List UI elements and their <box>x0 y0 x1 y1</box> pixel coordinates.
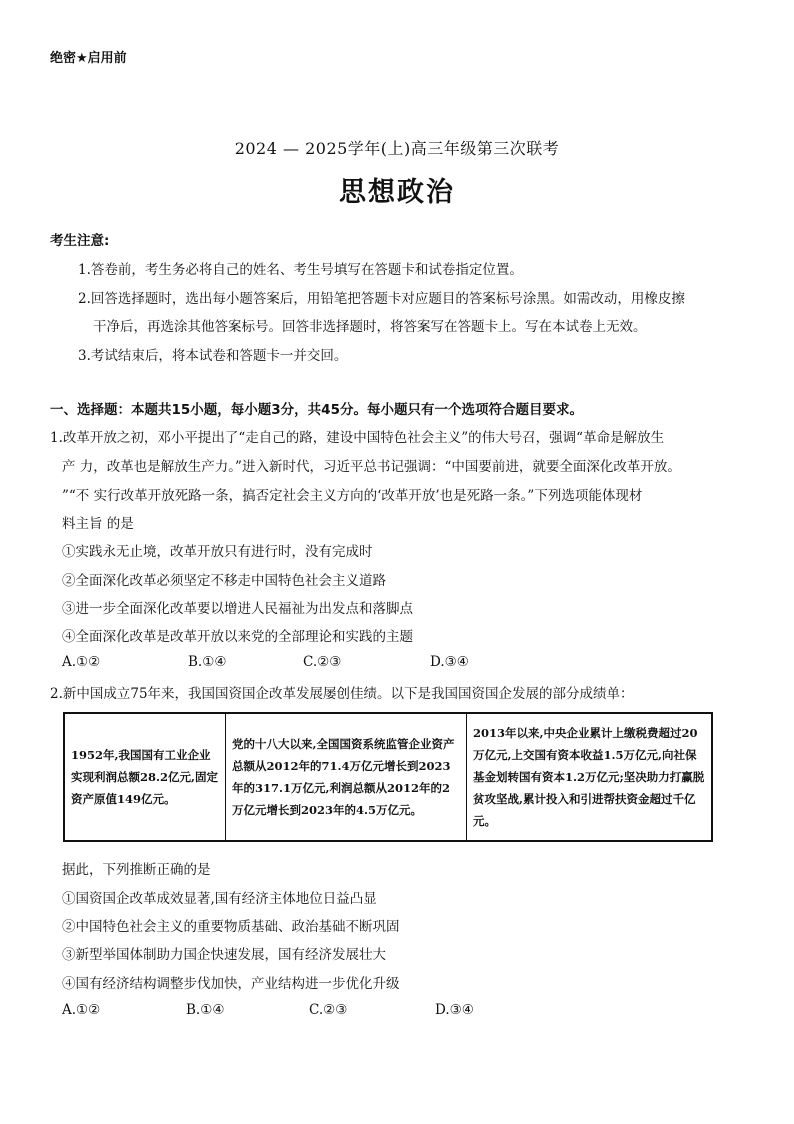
table-cell-since-2013: 2013年以来,中央企业累计上缴税费超过20万亿元,上交国有资本收益1.5万亿元,向社保基金划转国有资本1.2万亿元;坚决助力打赢脱贫攻坚战,累计投入和引进帮扶资金超过千亿元。 <box>467 713 713 841</box>
confidential-label: 绝密★启用前 <box>50 51 127 66</box>
q2-choice-c[interactable]: C.②③ <box>309 1002 348 1018</box>
notice-heading: 考生注意: <box>50 233 110 249</box>
notice-item-3: 3.考试结束后，将本试卷和答题卡一并交回。 <box>78 348 348 364</box>
table-row <box>64 713 712 841</box>
q1-option-3: ③进一步全面深化改革要以增进人民福祉为出发点和落脚点 <box>62 601 413 617</box>
q1-choice-d[interactable]: D.③④ <box>430 654 469 670</box>
table-cell-1952: 1952年,我国国有工业企业实现利润总额28.2亿元,固定资产原值149亿元。 <box>64 713 226 841</box>
notice-item-2-line-1: 2.回答选择题时，选出每小题答案后，用铅笔把答题卡对应题目的答案标号涂黑。如需改动，用橡皮擦 <box>78 291 685 307</box>
q2-option-3: ③新型举国体制助力国企快速发展，国有经济发展壮大 <box>62 947 386 963</box>
q2-prompt: 据此，下列推断正确的是 <box>62 862 211 878</box>
notice-item-2-line-2: 干净后，再选涂其他答案标号。回答非选择题时，将答案写在答题卡上。写在本试卷上无效。 <box>93 319 647 335</box>
q1-stem-line-4: 料主旨 的是 <box>62 516 134 532</box>
q1-choice-b[interactable]: B.①④ <box>188 654 227 670</box>
exam-title: 2024 — 2025学年(上)高三年级第三次联考 <box>234 139 560 158</box>
q1-option-1: ①实践永无止境，改革开放只有进行时，没有完成时 <box>62 544 373 560</box>
q1-stem-line-1: 1.改革开放之初，邓小平提出了“走自己的路，建设中国特色社会主义”的伟大号召，强调“革命是解放生 <box>50 430 665 446</box>
q2-option-4: ④国有经济结构调整步伐加快，产业结构进一步优化升级 <box>62 976 400 992</box>
q2-option-1: ①国资国企改革成效显著,国有经济主体地位日益凸显 <box>62 891 377 907</box>
q1-option-2: ②全面深化改革必须坚定不移走中国特色社会主义道路 <box>62 573 386 589</box>
q2-choice-d[interactable]: D.③④ <box>435 1002 474 1018</box>
q1-stem-line-2: 产 力，改革也是解放生产力。”进入新时代，习近平总书记强调：“中国要前进，就要全面深化改革开放。 <box>62 459 681 475</box>
section-heading: 一、选择题：本题共15小题，每小题3分，共45分。每小题只有一个选项符合题目要求。 <box>50 402 583 418</box>
q2-stem: 2.新中国成立75年来，我国国资国企改革发展屡创佳绩。以下是我国国资国企发展的部分成绩单： <box>50 686 634 702</box>
subject-title: 思想政治 <box>339 177 455 208</box>
table-cell-since-18th-congress: 党的十八大以来,全国国资系统监管企业资产总额从2012年的71.4万亿元增长到2023年的317.1万亿元,利润总额从2012年的2万亿元增长到2023年的4.5万亿元。 <box>226 713 467 841</box>
q2-choice-a[interactable]: A.①② <box>62 1002 101 1018</box>
q1-stem-line-3: ”“不 实行改革开放死路一条，搞否定社会主义方向的‘改革开放’也是死路一条。”下列选项能体现材 <box>62 488 643 504</box>
q1-choice-a[interactable]: A.①② <box>62 654 101 670</box>
achievements-table <box>63 712 713 842</box>
q1-option-4: ④全面深化改革是改革开放以来党的全部理论和实践的主题 <box>62 629 413 645</box>
q1-choice-c[interactable]: C.②③ <box>303 654 342 670</box>
notice-item-1: 1.答卷前，考生务必将自己的姓名、考生号填写在答题卡和试卷指定位置。 <box>78 262 523 278</box>
q2-choice-b[interactable]: B.①④ <box>186 1002 225 1018</box>
q2-option-2: ②中国特色社会主义的重要物质基础、政治基础不断巩固 <box>62 919 400 935</box>
